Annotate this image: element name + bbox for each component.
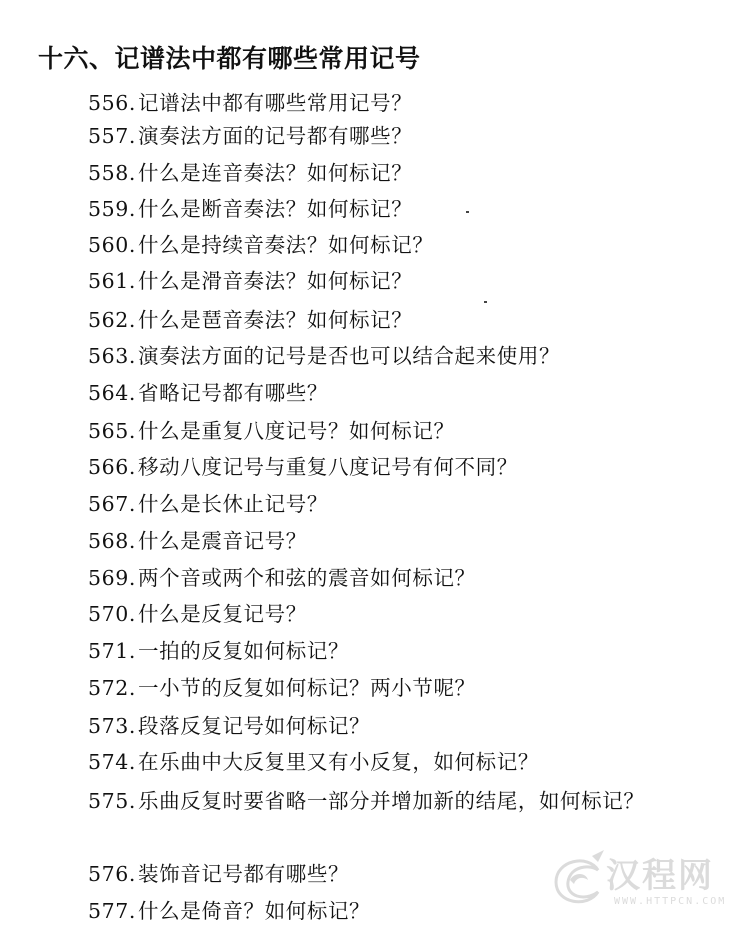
item-number: 566. (88, 455, 137, 479)
item-text: 记谱法中都有哪些常用记号？ (138, 91, 413, 115)
item-number: 573. (88, 714, 137, 738)
item-text: 乐曲反复时要省略一部分并增加新的结尾，如何标记？ (138, 789, 645, 813)
item-number: 564. (88, 381, 137, 405)
list-item (88, 231, 433, 259)
watermark-text: 汉程网 (606, 856, 714, 896)
item-number: 563. (88, 344, 137, 368)
list-item (38, 783, 718, 819)
item-text: 两个音或两个和弦的震音如何标记？ (138, 566, 476, 590)
list-item (88, 417, 455, 445)
item-text: 移动八度记号与重复八度记号有何不同？ (138, 455, 518, 479)
item-number: 574. (88, 750, 137, 774)
list-item (88, 89, 412, 117)
item-text: 什么是反复记号？ (138, 602, 307, 626)
item-text: 在乐曲中大反复里又有小反复，如何标记？ (138, 750, 539, 774)
watermark-subtext: WWW.HTTPCN.COM (614, 896, 727, 907)
item-text: 什么是长休止记号？ (138, 492, 328, 516)
item-number: 577. (88, 899, 137, 923)
item-text: 什么是持续音奏法？如何标记？ (138, 233, 434, 257)
list-item (88, 897, 370, 925)
item-number: 572. (88, 676, 137, 700)
list-item (88, 674, 476, 702)
item-number: 565. (88, 419, 137, 443)
item-number: 561. (88, 269, 137, 293)
item-number: 571. (88, 639, 137, 663)
list-item (88, 527, 307, 555)
watermark (548, 842, 728, 922)
item-number: 567. (88, 492, 137, 516)
item-number: 575. (88, 789, 137, 813)
list-item (88, 195, 412, 223)
item-text: 段落反复记号如何标记？ (138, 714, 371, 738)
item-text: 什么是断音奏法？如何标记？ (138, 197, 413, 221)
item-text: 什么是琶音奏法？如何标记？ (138, 308, 413, 332)
item-text: 一小节的反复如何标记？两小节呢？ (138, 676, 476, 700)
list-item (88, 860, 349, 888)
list-item (88, 490, 328, 518)
item-text: 省略记号都有哪些？ (138, 381, 328, 405)
list-item (88, 122, 412, 150)
item-text: 什么是连音奏法？如何标记？ (138, 161, 413, 185)
list-item (88, 267, 412, 295)
list-item (88, 600, 307, 628)
item-text: 演奏法方面的记号都有哪些？ (138, 124, 413, 148)
section-heading: 十六、记谱法中都有哪些常用记号 (38, 44, 421, 73)
item-number: 570. (88, 602, 137, 626)
item-text: 什么是倚音？如何标记？ (138, 899, 371, 923)
item-text: 什么是震音记号？ (138, 529, 307, 553)
item-number: 576. (88, 862, 137, 886)
scan-speck (484, 301, 487, 303)
item-text: 什么是滑音奏法？如何标记？ (138, 269, 413, 293)
item-text: 演奏法方面的记号是否也可以结合起来使用？ (138, 344, 561, 368)
item-number: 558. (88, 161, 137, 185)
item-number: 557. (88, 124, 137, 148)
item-text: 什么是重复八度记号？如何标记？ (138, 419, 455, 443)
list-item (88, 342, 560, 370)
list-item (88, 748, 539, 776)
list-item (88, 453, 518, 481)
list-item (88, 712, 370, 740)
scan-speck (466, 211, 469, 213)
item-number: 569. (88, 566, 137, 590)
list-item (88, 159, 412, 187)
list-item (88, 637, 349, 665)
list-item (88, 306, 412, 334)
item-number: 560. (88, 233, 137, 257)
item-text: 装饰音记号都有哪些？ (138, 862, 350, 886)
item-text: 一拍的反复如何标记？ (138, 639, 350, 663)
item-number: 568. (88, 529, 137, 553)
item-number: 562. (88, 308, 137, 332)
list-item (88, 379, 328, 407)
list-item (88, 564, 476, 592)
item-number: 556. (88, 91, 137, 115)
item-number: 559. (88, 197, 137, 221)
bird-swirl-icon (548, 842, 608, 912)
